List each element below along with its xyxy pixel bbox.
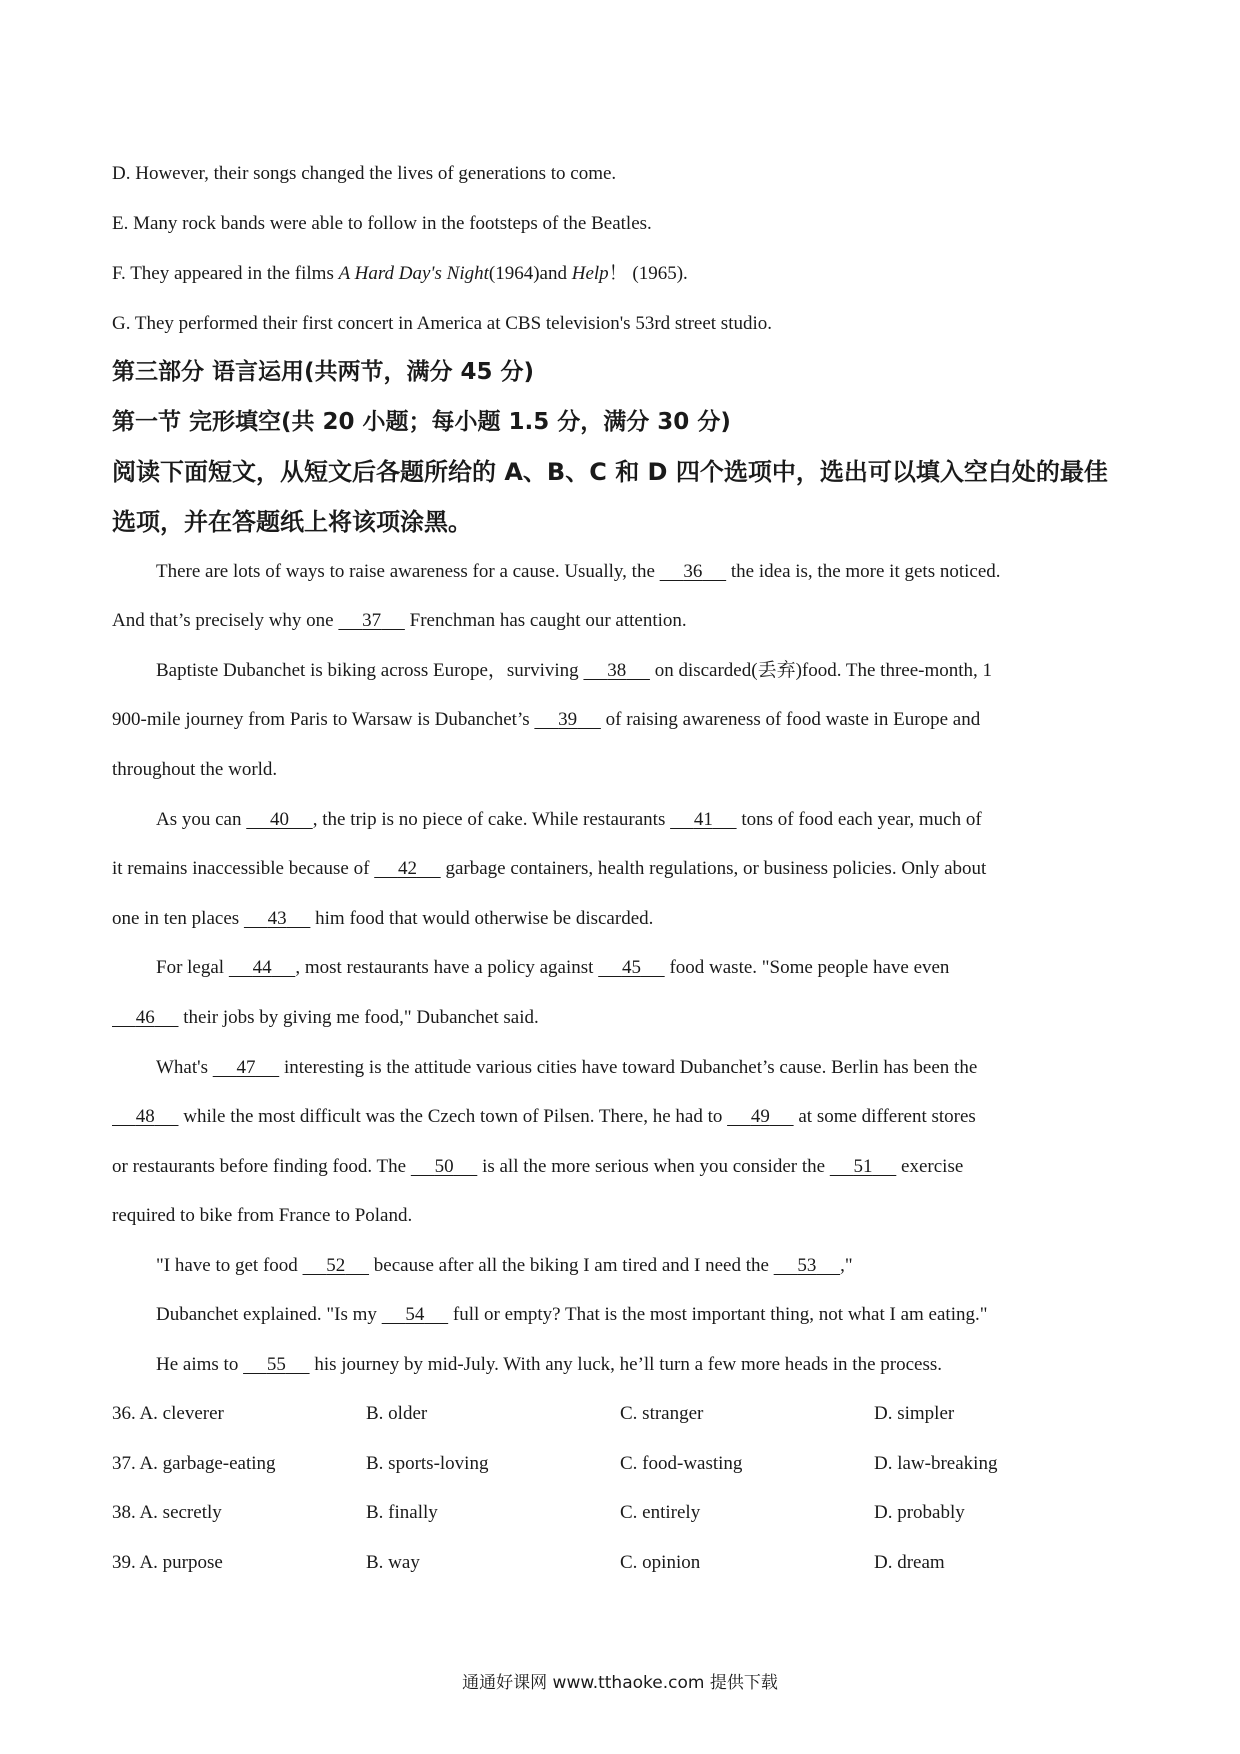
film-title-2: Help xyxy=(571,263,609,284)
blank-55: 55 xyxy=(266,1354,286,1375)
passage-line xyxy=(156,657,1176,685)
passage-text: ," xyxy=(840,1255,853,1276)
passage-text: exercise xyxy=(896,1156,964,1177)
option-f-mid: (1964)and xyxy=(488,263,572,284)
passage-line xyxy=(156,1301,1176,1329)
section-3-heading: 第三部分 语言运用(共两节，满分 45 分) xyxy=(112,359,535,385)
passage-text: tons of food each year, much of xyxy=(736,809,982,830)
passage-text: their jobs by giving me food," Dubanchet said. xyxy=(178,1007,539,1028)
page-footer: 通通好课网 www.tthaoke.com 提供下载 xyxy=(462,1673,778,1693)
blank-37: 37 xyxy=(362,610,382,631)
section-1-heading: 第一节 完形填空(共 20 小题；每小题 1.5 分，满分 30 分) xyxy=(112,409,731,435)
passage-text: it remains inaccessible because of xyxy=(112,858,375,879)
option-a: 36. A. cleverer xyxy=(112,1403,224,1424)
blank-38: 38 xyxy=(607,660,627,681)
option-b: B. way xyxy=(366,1552,420,1573)
option-c: C. opinion xyxy=(620,1552,701,1573)
option-b: B. older xyxy=(366,1403,428,1424)
passage-line xyxy=(112,905,1132,933)
passage-text: Baptiste Dubanchet is biking across Europe，surviving xyxy=(156,660,584,681)
passage-text: As you can xyxy=(156,809,247,830)
option-a: 38. A. secretly xyxy=(112,1502,222,1523)
passage-text: his journey by mid-July. With any luck, he’ll turn a few more heads in the process. xyxy=(309,1354,943,1375)
passage-text: There are lots of ways to raise awareness for a cause. Usually, the xyxy=(156,561,660,582)
passage-text: because after all the biking I am tired and I need the xyxy=(369,1255,774,1276)
blank-41: 41 xyxy=(693,809,713,830)
option-d: D. However, their songs changed the lives of generations to come. xyxy=(112,163,617,184)
passage-text: is all the more serious when you consider the xyxy=(477,1156,830,1177)
blank-42: 42 xyxy=(397,858,417,879)
blank-54: 54 xyxy=(405,1304,425,1325)
passage-text: or restaurants before finding food. The xyxy=(112,1156,411,1177)
blank-45: 45 xyxy=(621,957,641,978)
passage-text: one in ten places xyxy=(112,908,244,929)
option-f-text: F. They appeared in the films xyxy=(112,263,339,284)
option-f xyxy=(112,260,1132,288)
passage-line xyxy=(156,1252,1176,1280)
blank-48: 48 xyxy=(135,1106,155,1127)
blank-39: 39 xyxy=(558,709,578,730)
passage-text: him food that would otherwise be discarded. xyxy=(310,908,654,929)
passage-text: He aims to xyxy=(156,1354,244,1375)
passage-text: For legal xyxy=(156,957,229,978)
passage-line xyxy=(156,558,1176,586)
passage-text: Frenchman has caught our attention. xyxy=(404,610,687,631)
instruction-line-2: 选项，并在答题纸上将该项涂黑。 xyxy=(112,508,472,536)
passage-line xyxy=(112,1103,1132,1131)
passage-line: throughout the world. xyxy=(112,759,278,780)
passage-text: full or empty? That is the most important thing, not what I am eating." xyxy=(448,1304,988,1325)
passage-text: on discarded(丢弃)food. The three-month, 1 xyxy=(649,660,993,681)
blank-36: 36 xyxy=(683,561,703,582)
passage-line xyxy=(112,1153,1132,1181)
option-c: C. entirely xyxy=(620,1502,701,1523)
passage-text: at some different stores xyxy=(793,1106,976,1127)
passage-line xyxy=(112,1004,1132,1032)
blank-44: 44 xyxy=(252,957,272,978)
passage-text: garbage containers, health regulations, or business policies. Only about xyxy=(440,858,987,879)
option-a: 39. A. purpose xyxy=(112,1552,223,1573)
option-g: G. They performed their first concert in America at CBS television's 53rd street studio. xyxy=(112,313,772,334)
blank-43: 43 xyxy=(267,908,287,929)
film-title-1: A Hard Day's Night xyxy=(338,263,489,284)
option-f-post: ！ (1965). xyxy=(608,263,688,284)
option-d: D. dream xyxy=(874,1552,945,1573)
passage-text: "I have to get food xyxy=(156,1255,303,1276)
blank-52: 52 xyxy=(326,1255,346,1276)
passage-line xyxy=(112,855,1132,883)
option-d: D. law-breaking xyxy=(874,1453,998,1474)
option-d: D. probably xyxy=(874,1502,965,1523)
passage-line xyxy=(156,1351,1176,1379)
passage-text: 900-mile journey from Paris to Warsaw is Dubanchet’s xyxy=(112,709,535,730)
passage-line xyxy=(112,607,1132,635)
blank-53: 53 xyxy=(797,1255,817,1276)
passage-text: , the trip is no piece of cake. While restaurants xyxy=(312,809,671,830)
passage-text: interesting is the attitude various cities have toward Dubanchet’s cause. Berlin has been the xyxy=(279,1057,978,1078)
passage-text: Dubanchet explained. "Is my xyxy=(156,1304,382,1325)
option-d: D. simpler xyxy=(874,1403,955,1424)
passage-line xyxy=(156,1054,1176,1082)
passage-text: And that’s precisely why one xyxy=(112,610,339,631)
passage-text: of raising awareness of food waste in Europe and xyxy=(600,709,981,730)
blank-49: 49 xyxy=(750,1106,770,1127)
blank-47: 47 xyxy=(236,1057,256,1078)
blank-40: 40 xyxy=(269,809,289,830)
passage-text: , most restaurants have a policy against xyxy=(295,957,599,978)
blank-51: 51 xyxy=(853,1156,873,1177)
passage-line xyxy=(156,806,1176,834)
passage-line: required to bike from France to Poland. xyxy=(112,1205,413,1226)
option-b: B. finally xyxy=(366,1502,438,1523)
option-b: B. sports-loving xyxy=(366,1453,489,1474)
passage-text: food waste. "Some people have even xyxy=(664,957,950,978)
passage-text: What's xyxy=(156,1057,213,1078)
passage-text: while the most difficult was the Czech town of Pilsen. There, he had to xyxy=(178,1106,728,1127)
option-c: C. food-wasting xyxy=(620,1453,743,1474)
option-a: 37. A. garbage-eating xyxy=(112,1453,276,1474)
passage-line xyxy=(156,954,1176,982)
blank-46: 46 xyxy=(135,1007,155,1028)
option-e: E. Many rock bands were able to follow in the footsteps of the Beatles. xyxy=(112,213,652,234)
instruction-line-1: 阅读下面短文，从短文后各题所给的 A、B、C 和 D 四个选项中，选出可以填入空白处的最佳 xyxy=(112,458,1108,486)
passage-text: the idea is, the more it gets noticed. xyxy=(726,561,1001,582)
blank-50: 50 xyxy=(434,1156,454,1177)
passage-line xyxy=(112,706,1132,734)
option-c: C. stranger xyxy=(620,1403,704,1424)
